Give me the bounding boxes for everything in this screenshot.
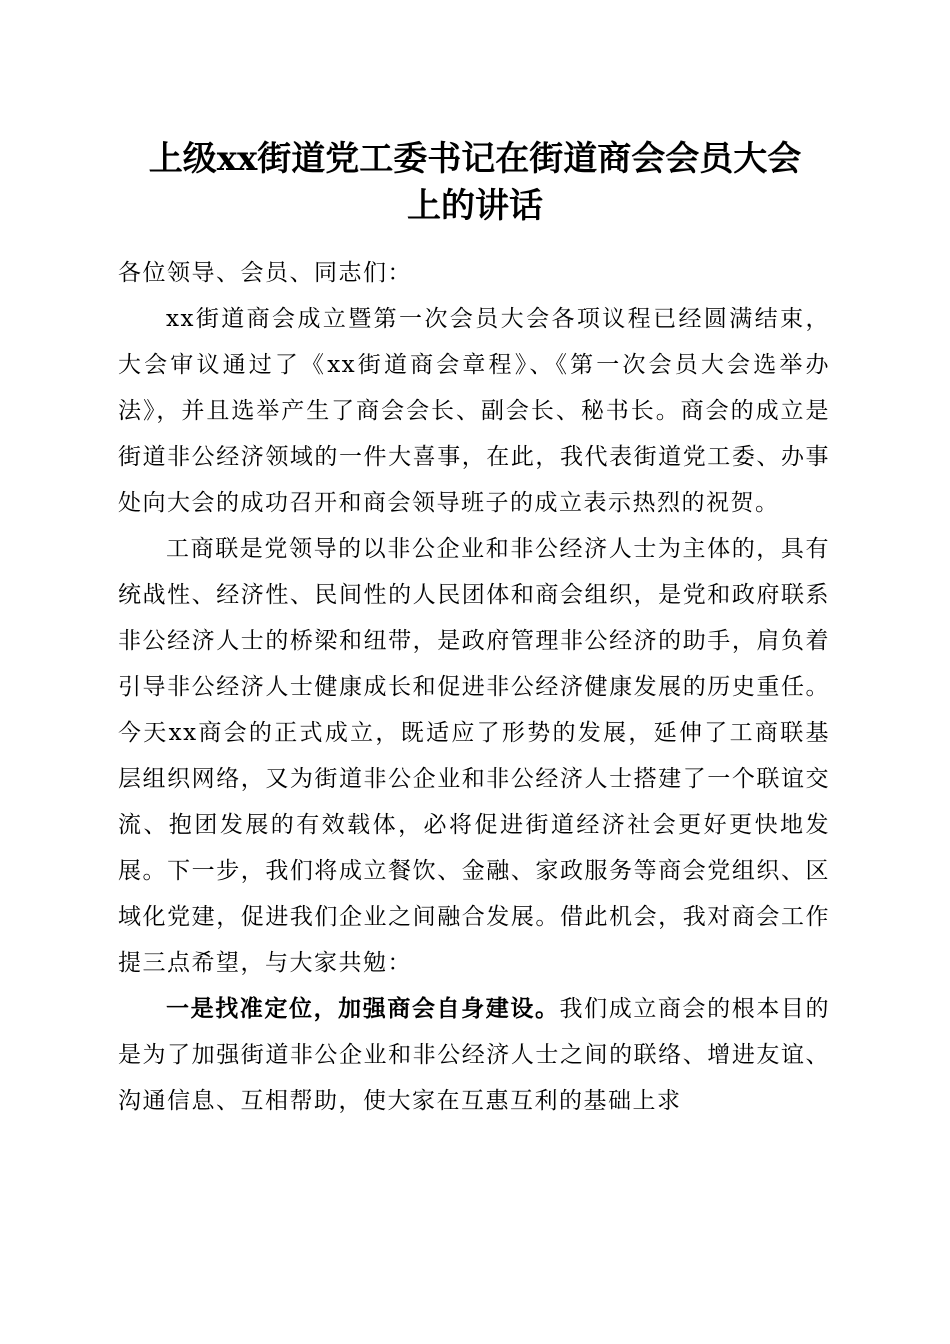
document-body — [118, 250, 830, 1124]
title-line-1: 上级xx街道党工委书记在街道商会会员大会 — [148, 139, 802, 179]
point-1-heading: 一是找准定位，加强商会自身建设。 — [166, 995, 560, 1022]
paragraph-2: 工商联是党领导的以非公企业和非公经济人士为主体的，具有统战性、经济性、民间性的人民团体和商会组织，是党和政府联系非公经济人士的桥梁和纽带，是政府管理非公经济的助手，肩负着引导非公经济人士健康成长和促进非公经济健康发展的历史重任。今天xx商会的正式成立，既适应了形势的发展，延伸了工商联基层组织网络，又为街道非公企业和非公经济人士搭建了一个联谊交流、抱团发展的有效载体，必将促进街道经济社会更好更快地发展。下一步，我们将成立餐饮、金融、家政服务等商会党组织、区域化党建，促进我们企业之间融合发展。借此机会，我对商会工作提三点希望，与大家共勉： — [118, 536, 830, 976]
title-line-2: 上的讲话 — [407, 186, 543, 226]
paragraph-1: xx街道商会成立暨第一次会员大会各项议程已经圆满结束，大会审议通过了《xx街道商会章程》、《第一次会员大会选举办法》，并且选举产生了商会会长、副会长、秘书长。商会的成立是街道非公经济领域的一件大喜事，在此，我代表街道党工委、办事处向大会的成功召开和商会领导班子的成立表示热烈的祝贺。 — [118, 306, 830, 516]
salutation: 各位领导、会员、同志们： — [118, 260, 412, 286]
document-title — [95, 136, 855, 230]
point-1-text: 我们成立商会的根本目的是为了加强街道非公企业和非公经济人士之间的联络、增进友谊、沟通信息、互相帮助，使大家在互惠互利的基础上求 — [118, 996, 831, 1114]
paragraph-3 — [118, 986, 830, 1124]
